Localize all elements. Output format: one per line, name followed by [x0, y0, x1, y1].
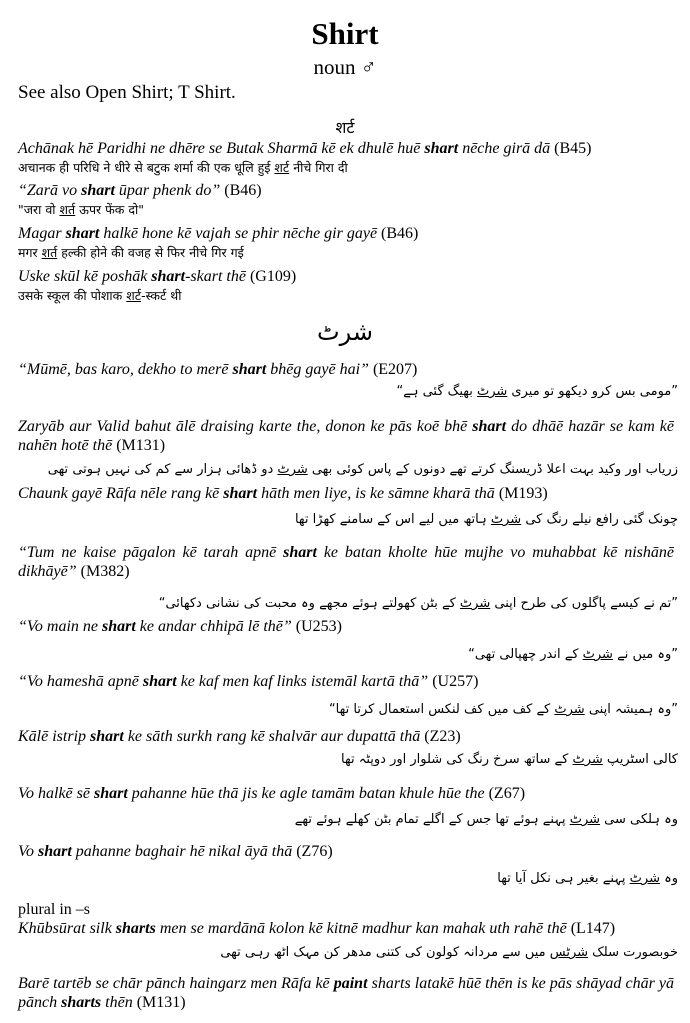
- urdu-example-5-translit: “Vo main ne shart ke andar chhipā lē thē” (U253): [18, 618, 342, 635]
- see-also: See also Open Shirt; T Shirt.: [18, 82, 236, 103]
- hindi-example-3-translit: Magar shart halkē hone kē vajah se phir nēche gir gayē (B46): [18, 225, 419, 242]
- part-of-speech: noun ♂: [313, 55, 377, 79]
- hindi-example-1-translit: Achānak hē Paridhi ne dhēre se Butak Sharmā kē ek dhulē huē shart nēche girā dā (B45): [18, 140, 592, 157]
- urdu-example-9-native: وہ شرٹ پہنے بغیر ہی نکل آیا تھا: [497, 871, 678, 886]
- urdu-heading: شرٹ: [317, 318, 373, 346]
- urdu-example-5-native: ”وہ میں نے شرٹ کے اندر چھپالی تھی“: [468, 647, 678, 662]
- urdu-example-6-native: ”وہ ہمیشہ اپنی شرٹ کے کف میں کف لنکس استعمال کرتا تھا“: [328, 702, 678, 717]
- hindi-heading: शर्ट: [335, 118, 355, 137]
- hindi-example-3-native: मगर शर्त हल्की होने की वजह से फिर नीचे गिर गई: [18, 245, 244, 260]
- urdu-example-7-native: کالی اسٹریپ شرٹ کے ساتھ سرخ رنگ کی شلوار اور دوپٹہ تھا: [341, 752, 678, 767]
- urdu-example-2-native: زریاب اور وکید بہت اعلا ڈریسنگ کرتے تھے دونوں کے پاس کوئی بھی شرٹ دو ڈھائی ہزار سے کم کی نہیں ہوتی تھی: [47, 462, 678, 477]
- urdu-example-4-translit: “Tum ne kaise pāgalon kē tarah apnē shart ke batan kholte hūe mujhe vo muhabbat kē nishānē dikhāyē” (M382): [18, 544, 674, 580]
- urdu-example-7-translit: Kālē istrip shart ke sāth surkh rang kē shalvār aur dupattā thā (Z23): [18, 728, 461, 745]
- plural-example-1-native: خوبصورت سلک شرٹس میں سے مردانہ کولون کی کتنی مدھر کن مہک اٹھ رہی تھی: [220, 945, 678, 960]
- urdu-example-9-translit: Vo shart pahanne baghair hē nikal āyā thā (Z76): [18, 843, 333, 860]
- plural-example-1-translit: Khūbsūrat silk sharts men se mardānā kolon kē kitnē madhur kan mahak uth rahē thē (L147): [18, 920, 616, 937]
- urdu-example-3-translit: Chaunk gayē Rāfa nēle rang kē shart hāth men liye, is ke sāmne kharā thā (M193): [18, 485, 548, 502]
- hindi-example-4-translit: Uske skūl kē poshāk shart-skart thē (G109): [18, 268, 297, 285]
- hindi-example-2-translit: “Zarā vo shart ūpar phenk do” (B46): [18, 182, 262, 199]
- hindi-example-2-native: "जरा वो शर्त ऊपर फेंक दो": [18, 202, 144, 217]
- urdu-example-1-native: ”مومی بس کرو دیکھو تو میری شرٹ بھیگ گئی ہے“: [396, 384, 678, 399]
- urdu-example-8-translit: Vo halkē sē shart pahanne hūe thā jis ke agle tamām batan khule hūe the (Z67): [18, 785, 526, 802]
- headword: Shirt: [311, 16, 379, 51]
- urdu-example-2-translit: Zaryāb aur Valid bahut ālē draising karte the, donon ke pās koē bhē shart do dhāē hazār se kam kē nahēn hotē thē (M131): [18, 418, 674, 454]
- plural-label: plural in –s: [18, 901, 90, 918]
- urdu-example-8-native: وہ ہلکی سی شرٹ پہنے ہوئے تھا جس کے اگلے تمام بٹن کھلے ہوئے تھے: [294, 812, 678, 827]
- urdu-example-6-translit: “Vo hameshā apnē shart ke kaf men kaf links istemāl kartā thā” (U257): [18, 673, 479, 690]
- plural-example-2-translit: Barē tartēb se chār pānch haingarz men Rāfa kē paint sharts latakē hūē thēn is ke pās shāyad chār yā pānch sharts thēn (M131): [18, 975, 674, 1011]
- urdu-example-1-translit: “Mūmē, bas karo, dekho to merē shart bhēg gayē hai” (E207): [18, 361, 418, 378]
- urdu-example-3-native: چونک گئی رافع نیلے رنگ کی شرٹ ہاتھ میں لیے اس کے سامنے کھڑا تھا: [294, 512, 678, 527]
- hindi-example-4-native: उसके स्कूल की पोशाक शर्ट-स्कर्ट थी: [18, 288, 182, 303]
- hindi-example-1-native: अचानक ही परिधि ने धीरे से बटुक शर्मा की एक धूलि हुई शर्ट नीचे गिरा दी: [18, 160, 348, 175]
- urdu-example-4-native: ”تم نے کیسے پاگلوں کی طرح اپنی شرٹ کے بٹن کھولتے ہوئے مجھے وہ محبت کی نشانی دکھائی“: [158, 596, 678, 611]
